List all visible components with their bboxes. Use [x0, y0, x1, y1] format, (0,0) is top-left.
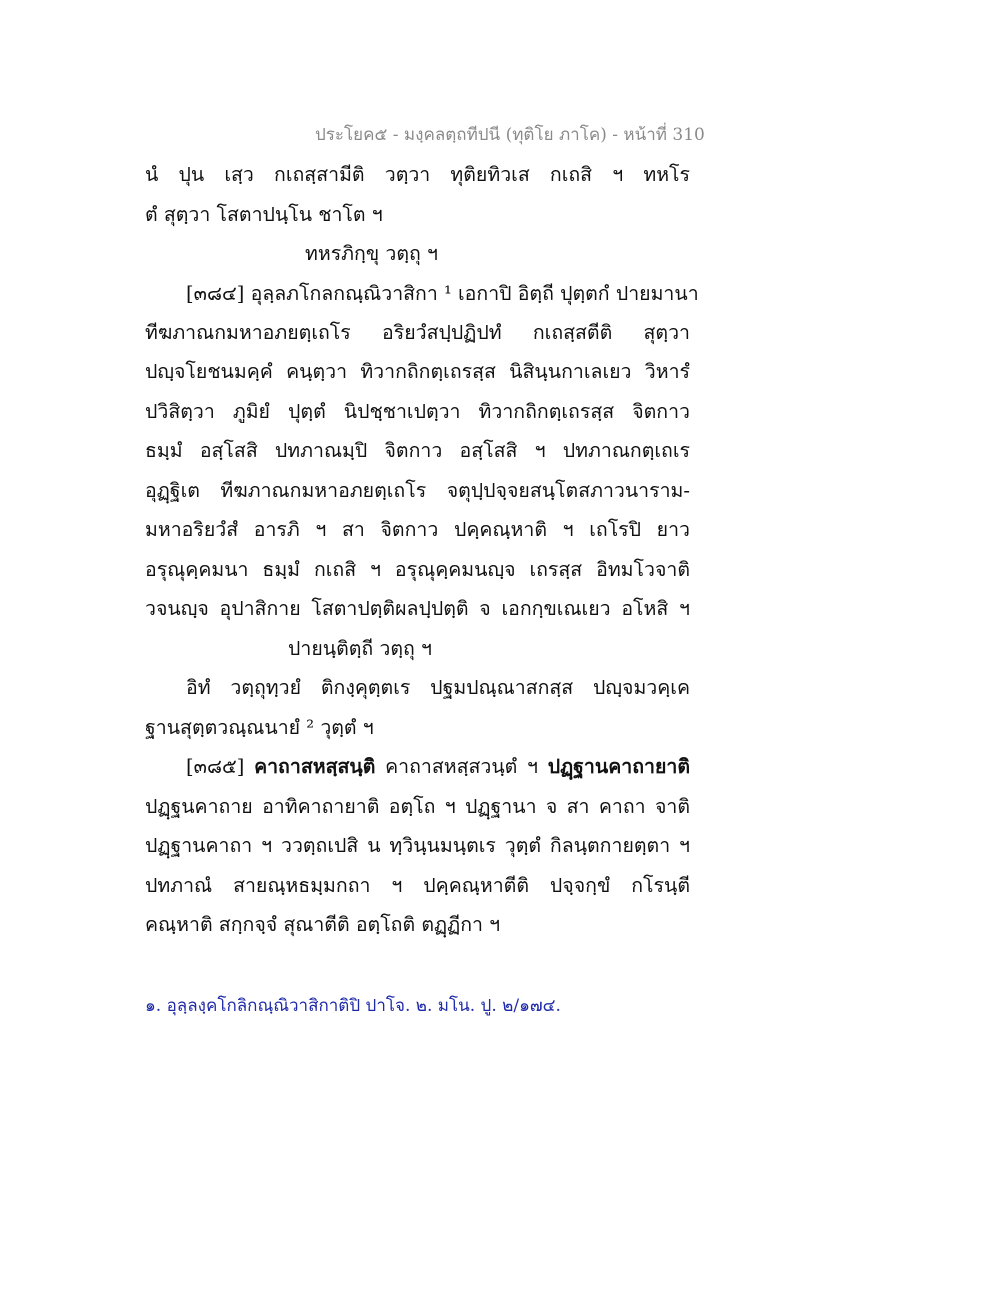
body-line: ปวิสิตฺวา ภูมิยํ ปุตฺตํ นิปชฺชาเปตฺวา ทิวากถิกตฺเถรสฺส จิตกาว — [145, 400, 690, 423]
section-heading: ทหรภิกฺขุ วตฺถุ ฯ — [305, 242, 438, 265]
body-line: ธมฺมํ อสฺโสสิ ปทภาณมฺปิ จิตกาว อสฺโสสิ ฯ ปทภาณกตฺเถเร — [145, 439, 690, 462]
body-line: ตํ สุตฺวา โสตาปนฺโน ชาโต ฯ — [145, 203, 383, 226]
body-line: มหาอริยวํสํ อารภิ ฯ สา จิตกาว ปคฺคณฺหาติ ฯ เถโรปิ ยาว — [145, 518, 690, 541]
running-header: ประโยค๕ - มงฺคลตฺถทีปนี (ทุติโย ภาโค) - หน้าที่ 310 — [315, 125, 705, 145]
lemma-term: คาถาสหสฺสนฺติ — [254, 755, 376, 778]
paragraph-385-line — [186, 753, 690, 781]
lemma-term: ปฏฺฐานคาถายาติ — [547, 755, 690, 778]
body-line: ปทภาณํ สายณฺหธมฺมกถา ฯ ปคฺคณฺหาตีติ ปจฺจกฺขํ กโรนฺตี — [145, 874, 690, 897]
section-heading: ปายนฺติตฺถี วตฺถุ ฯ — [288, 637, 432, 660]
body-line: ทีฆภาณกมหาอภยตฺเถโร อริยวํสปฺปฏิปทํ กเถสฺสตีติ สุตฺวา — [145, 321, 690, 344]
body-line: ปฏฺฐานคาถา ฯ ววตฺถเปสิ น ทฺวินฺนมนฺตเร วุตฺตํ กิลนฺตกายตฺตา ฯ — [145, 834, 690, 857]
body-line: ปฏฺฐนคาถาย อาทิคาถายาติ อตฺโถ ฯ ปฏฺฐานา จ สา คาถา จาติ — [145, 795, 690, 818]
body-line: นํ ปุน เสฺว กเถสฺสามีติ วตฺวา ทุติยทิวเส กเถสิ ฯ ทหโร — [145, 163, 690, 186]
body-line: คณฺหาติ สกฺกจฺจํ สุณาตีติ อตฺโถติ ตฏฺฏีกา ฯ — [145, 913, 501, 936]
paragraph-number: [๓๘๕] — [186, 755, 245, 778]
paragraph-384-line — [186, 280, 699, 308]
paragraph-number: [๓๘๔] — [186, 282, 245, 305]
body-line: อุฏฺฐิเต ทีฆภาณกมหาอภยตฺเถโร จตุปฺปจฺจยสนฺโตสภาวนาราม- — [145, 479, 690, 502]
body-line: อิทํ วตฺถุทฺวยํ ติกงฺคุตฺตเร ปฐมปณฺณาสกสฺส ปญฺจมวคฺเค — [186, 676, 690, 699]
body-line: อรุณุคฺคมนา ธมฺมํ กเถสิ ฯ อรุณุคฺคมนญฺจ เถรสฺส อิทมโวจาติ — [145, 558, 690, 581]
paragraph-text: คาถาสหสฺสวนฺตํ ฯ — [385, 755, 538, 778]
body-line: ฐานสุตฺตวณฺณนายํ ² วุตฺตํ ฯ — [145, 716, 374, 739]
footnote: ๑. อุลฺลงฺคโกลิกณฺณิวาสิกาติปิ ปาโจ. ๒. มโน. ปู. ๒/๑๗๔. — [145, 996, 561, 1016]
paragraph-text: อุลฺลภโกลกณฺณิวาสิกา ¹ เอกาปิ อิตฺถี ปุตฺตกํ ปายมานา — [250, 282, 699, 305]
body-line: วจนญฺจ อุปาสิกาย โสตาปตฺติผลปฺปตฺติ จ เอกกฺขเณเยว อโหสิ ฯ — [145, 597, 690, 620]
body-line: ปญฺจโยชนมคฺคํ คนฺตฺวา ทิวากถิกตฺเถรสฺส นิสินฺนกาเลเยว วิหารํ — [145, 360, 690, 383]
